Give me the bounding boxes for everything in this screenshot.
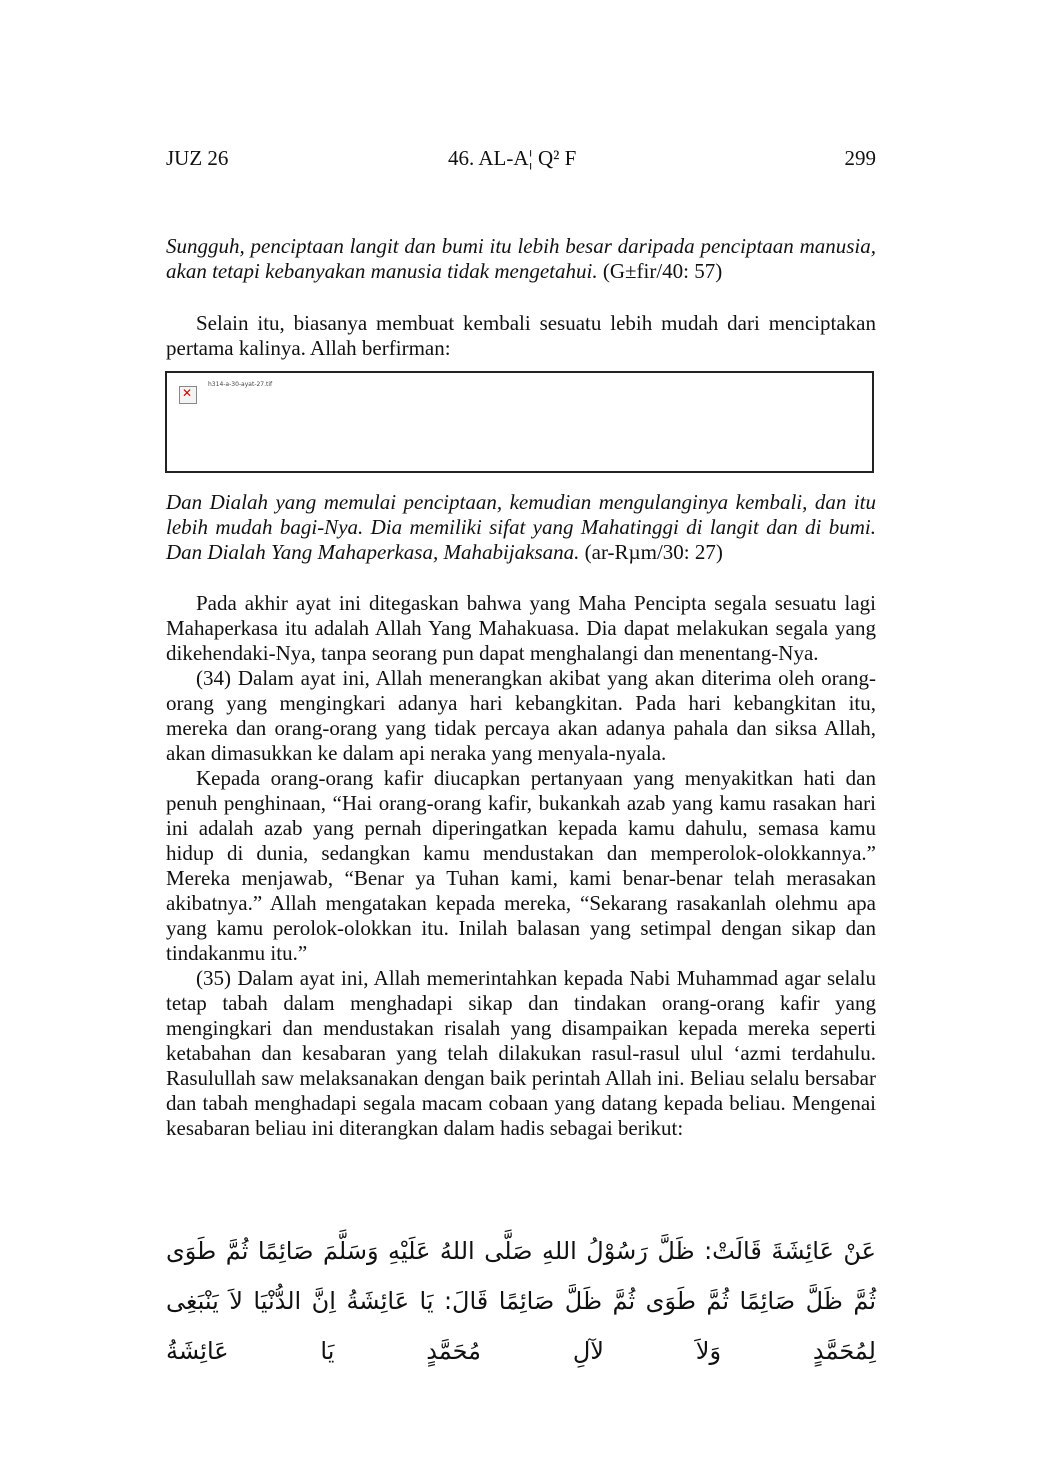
quote-2-text: Dan Dialah yang memulai penciptaan, kemudian mengulanginya kembali, dan itu lebih mudah bagi-Nya. Dia memiliki sifat yang Mahatinggi di langit dan di bumi. Dan Dialah Yang Mahaperkasa, Mahabijaksana. [166, 490, 876, 564]
quote-1-reference: (G±fir/40: 57) [597, 259, 723, 283]
intro-paragraph [166, 311, 876, 361]
commentary-paragraph: Pada akhir ayat ini ditegaskan bahwa yang Maha Pencipta segala sesuatu lagi Mahaperkasa itu adalah Allah Yang Mahakuasa. Dia dapat melakukan segala yang dikehendaki-Nya, tanpa seorang pun dapat menghalangi dan menentang-Nya. [166, 591, 876, 665]
intro-text: Selain itu, biasanya membuat kembali sesuatu lebih mudah dari menciptakan pertama kalinya. Allah berfirman: [166, 311, 876, 360]
image-filename: h314-a-30-ayat-27.tif [208, 381, 273, 388]
commentary-paragraph: (35) Dalam ayat ini, Allah memerintahkan kepada Nabi Muhammad agar selalu tetap tabah dalam menghadapi sikap dan tindakan orang-orang kafir yang mengingkari dan mendustakan risalah yang disampaikan kepada mereka seperti ketabahan dan kesabaran yang telah dilakukan rasul-rasul ulul ‘azmi terdahulu. Rasulullah saw melaksanakan dengan baik perintah Allah ini. Beliau selalu bersabar dan tabah menghadapi segala macam cobaan yang datang kepada beliau. Mengenai kesabaran beliau ini diterangkan dalam hadis sebagai berikut: [166, 966, 876, 1140]
broken-image-icon [179, 386, 197, 404]
hadith-arabic-text: عَنْ عَائِشَةَ قَالَتْ: ظَلَّ رَسُوْلُ اللهِ صَلَّى اللهُ عَلَيْهِ وَسَلَّمَ صَائِمًا ثُمَّ طَوَى ثُمَّ ظَلَّ صَائِمًا ثُمَّ طَوَى ثُمَّ ظَلَّ صَائِمًا قَالَ: يَا عَائِشَةُ اِنَّ الدُّنْيَا لاَ يَنْبَغِى لِمُحَمَّدٍ وَلاَ لآلِ مُحَمَّدٍ يَا عَائِشَةُ [166, 1237, 876, 1365]
translation-quote-1 [166, 234, 876, 284]
page-number: 299 [844, 146, 876, 170]
running-header [166, 146, 876, 174]
quote-1-text: Sungguh, penciptaan langit dan bumi itu lebih besar daripada penciptaan manusia, akan tetapi kebanyakan manusia tidak mengetahui. [166, 234, 876, 283]
verse-image-frame [165, 371, 874, 473]
surah-title: 46. AL-A¦ Q² F [448, 146, 577, 170]
quote-2-reference: (ar-Rµm/30: 27) [579, 540, 723, 564]
commentary-paragraph: Kepada orang-orang kafir diucapkan pertanyaan yang menyakitkan hati dan penuh penghinaan, “Hai orang-orang kafir, bukankah azab yang kamu rasakan hari ini adalah azab yang pernah diperingatkan kepada kamu dahulu, semasa kamu hidup di dunia, sedangkan kamu mendustakan dan memperolok-olokkannya.” Mereka menjawab, “Benar ya Tuhan kami, kami benar-benar telah merasakan akibatnya.” Allah mengatakan kepada mereka, “Sekarang rasakanlah olehmu apa yang kamu perolok-olokkan itu. Inilah balasan yang setimpal dengan sikap dan tindakanmu itu.” [166, 766, 876, 965]
commentary-body [166, 591, 876, 1141]
translation-quote-2 [166, 490, 876, 565]
commentary-paragraph: (34) Dalam ayat ini, Allah menerangkan akibat yang akan diterima oleh orang-orang yang mengingkari adanya hari kebangkitan. Pada hari kebangkitan itu, mereka dan orang-orang yang tidak percaya akan adanya pahala dan siksa Allah, akan dimasukkan ke dalam api neraka yang menyala-nyala. [166, 666, 876, 765]
juz-label: JUZ 26 [166, 146, 229, 170]
